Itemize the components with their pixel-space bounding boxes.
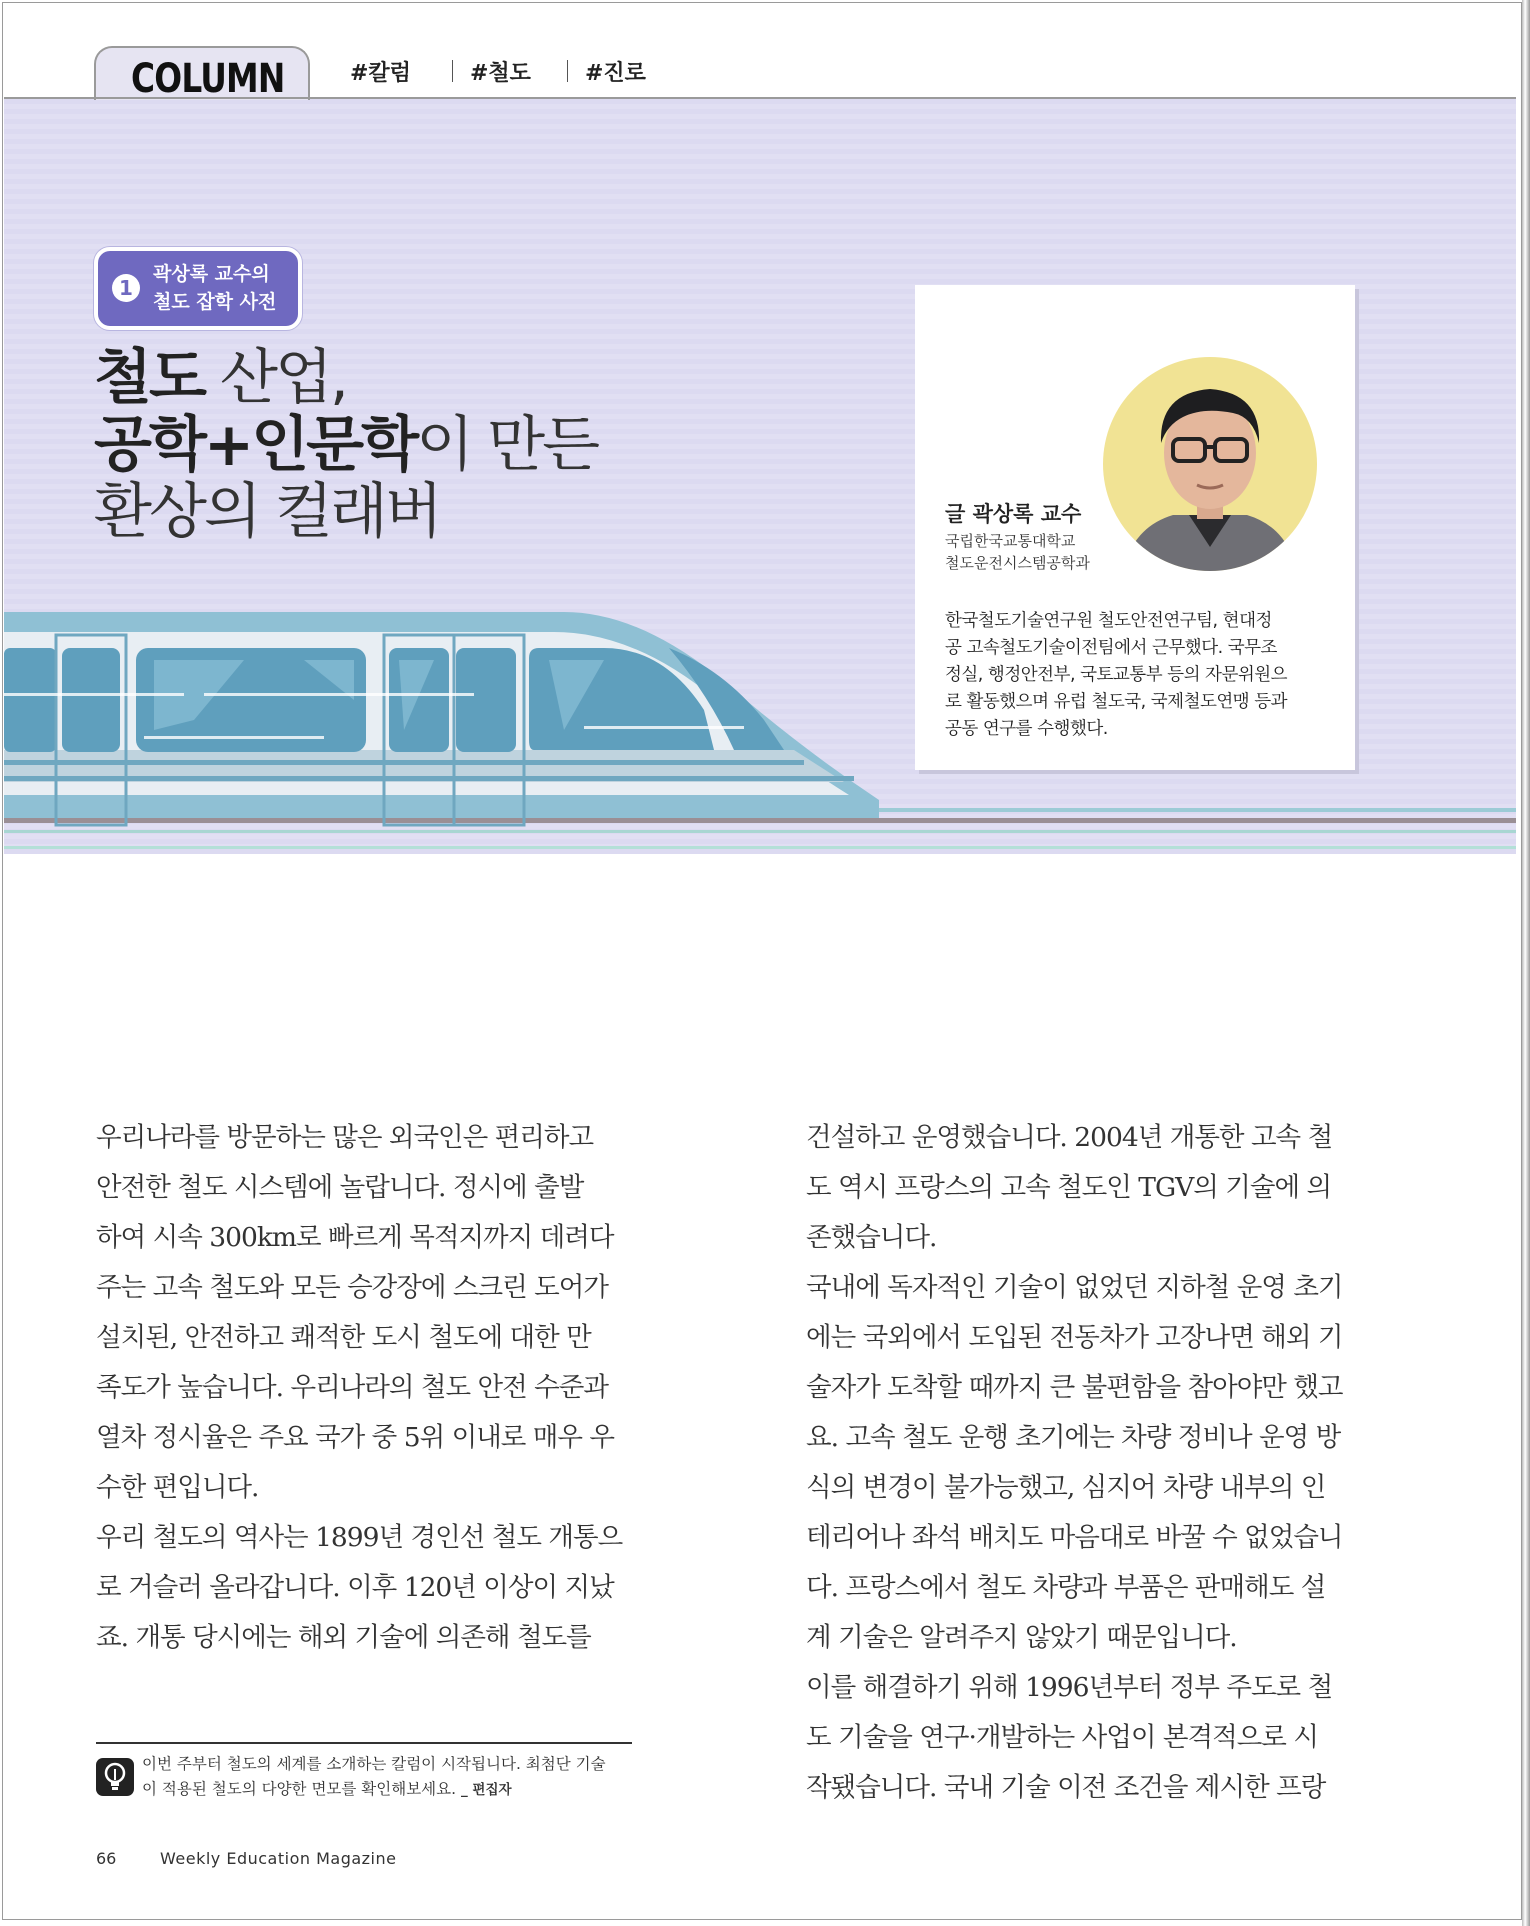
body-line: 로 거슬러 올라갑니다. 이후 120년 이상이 지났 [96,1572,614,1603]
body-line: 존했습니다. [806,1222,937,1253]
section-label: COLUMN [131,56,285,102]
body-line: 설치된, 안전하고 쾌적한 도시 철도에 대한 만 [96,1322,591,1353]
body-line: 수한 편입니다. [96,1472,259,1503]
body-line: 작됐습니다. 국내 기술 이전 조건을 제시한 프랑 [806,1772,1326,1803]
headline-line-2: 공학+인문학이 만든 [94,410,598,480]
author-profile-card [915,285,1355,770]
author-name: 글 곽상록 교수 [945,502,1082,526]
lightbulb-icon [96,1758,134,1796]
editor-signature: _ 편집자 [460,1782,512,1798]
series-number: 1 [112,274,140,302]
magazine-title: Weekly Education Magazine [160,1849,397,1868]
editor-note: 이번 주부터 철도의 세계를 소개하는 칼럼이 시작됩니다. 최첨단 기술 이 적용된 철도의 다양한 면모를 확인해보세요. _ 편집자 [142,1755,606,1798]
body-line: 다. 프랑스에서 철도 차량과 부품은 판매해도 설 [806,1572,1326,1603]
body-line: 도 기술을 연구·개발하는 사업이 본격적으로 시 [806,1722,1318,1753]
headline-line-1: 철도 산업, [94,343,346,413]
body-line: 건설하고 운영했습니다. 2004년 개통한 고속 철 [806,1122,1333,1153]
body-line: 우리 철도의 역사는 1899년 경인선 철도 개통으 [96,1522,623,1553]
body-line: 요. 고속 철도 운행 초기에는 차량 정비나 운영 방 [806,1422,1341,1453]
page-edge [1522,0,1530,1926]
author-bio: 한국철도기술연구원 철도안전연구팀, 현대정 공 고속철도기술이전팀에서 근무했다. 국무조 정실, 행정안전부, 국토교통부 등의 자문위원으 로 활동했으며 유럽 철도국, 국제철도연맹 등과 공동 연구를 수행했다. [945,611,1288,739]
body-line: 열차 정시율은 주요 국가 중 5위 이내로 매우 우 [96,1422,615,1453]
headline-line-3: 환상의 컬래버 [94,477,440,547]
body-column-left [96,1113,636,1663]
body-line: 이를 해결하기 위해 1996년부터 정부 주도로 철 [806,1672,1333,1703]
body-line: 술자가 도착할 때까지 큰 불편함을 참아야만 했고 [806,1372,1343,1403]
tag-railway: #철도 [470,61,531,86]
body-line: 주는 고속 철도와 모든 승강장에 스크린 도어가 [96,1272,608,1303]
editor-note-rule [96,1742,632,1744]
body-line: 테리어나 좌석 배치도 마음대로 바꿀 수 없었습니 [806,1522,1343,1553]
body-line: 죠. 개통 당시에는 해외 기술에 의존해 철도를 [96,1622,591,1653]
body-line: 하여 시속 300km로 빠르게 목적지까지 데려다 [96,1222,614,1253]
body-line: 우리나라를 방문하는 많은 외국인은 편리하고 [96,1122,594,1153]
body-line: 계 기술은 알려주지 않았기 때문입니다. [806,1622,1237,1653]
author-portrait [1103,357,1317,571]
body-line: 에는 국외에서 도입된 전동차가 고장나면 해외 기 [806,1322,1343,1353]
body-line: 국내에 독자적인 기술이 없었던 지하철 운영 초기 [806,1272,1343,1303]
body-line: 안전한 철도 시스템에 놀랍니다. 정시에 출발 [96,1172,584,1203]
body-column-right [806,1113,1346,1813]
page-number: 66 [96,1849,117,1868]
body-line: 식의 변경이 불가능했고, 심지어 차량 내부의 인 [806,1472,1326,1503]
body-line: 족도가 높습니다. 우리나라의 철도 안전 수준과 [96,1372,608,1403]
series-title: 곽상록 교수의 철도 잡학 사전 [153,263,277,313]
tag-career: #진로 [585,61,646,86]
author-affiliation: 국립한국교통대학교 철도운전시스템공학과 [945,532,1090,572]
article-headline [94,345,597,546]
series-badge [94,247,302,330]
tag-column: #칼럼 [350,61,411,86]
tag-divider [567,60,568,82]
tag-divider [452,60,453,82]
body-line: 도 역시 프랑스의 고속 철도인 TGV의 기술에 의 [806,1172,1332,1203]
